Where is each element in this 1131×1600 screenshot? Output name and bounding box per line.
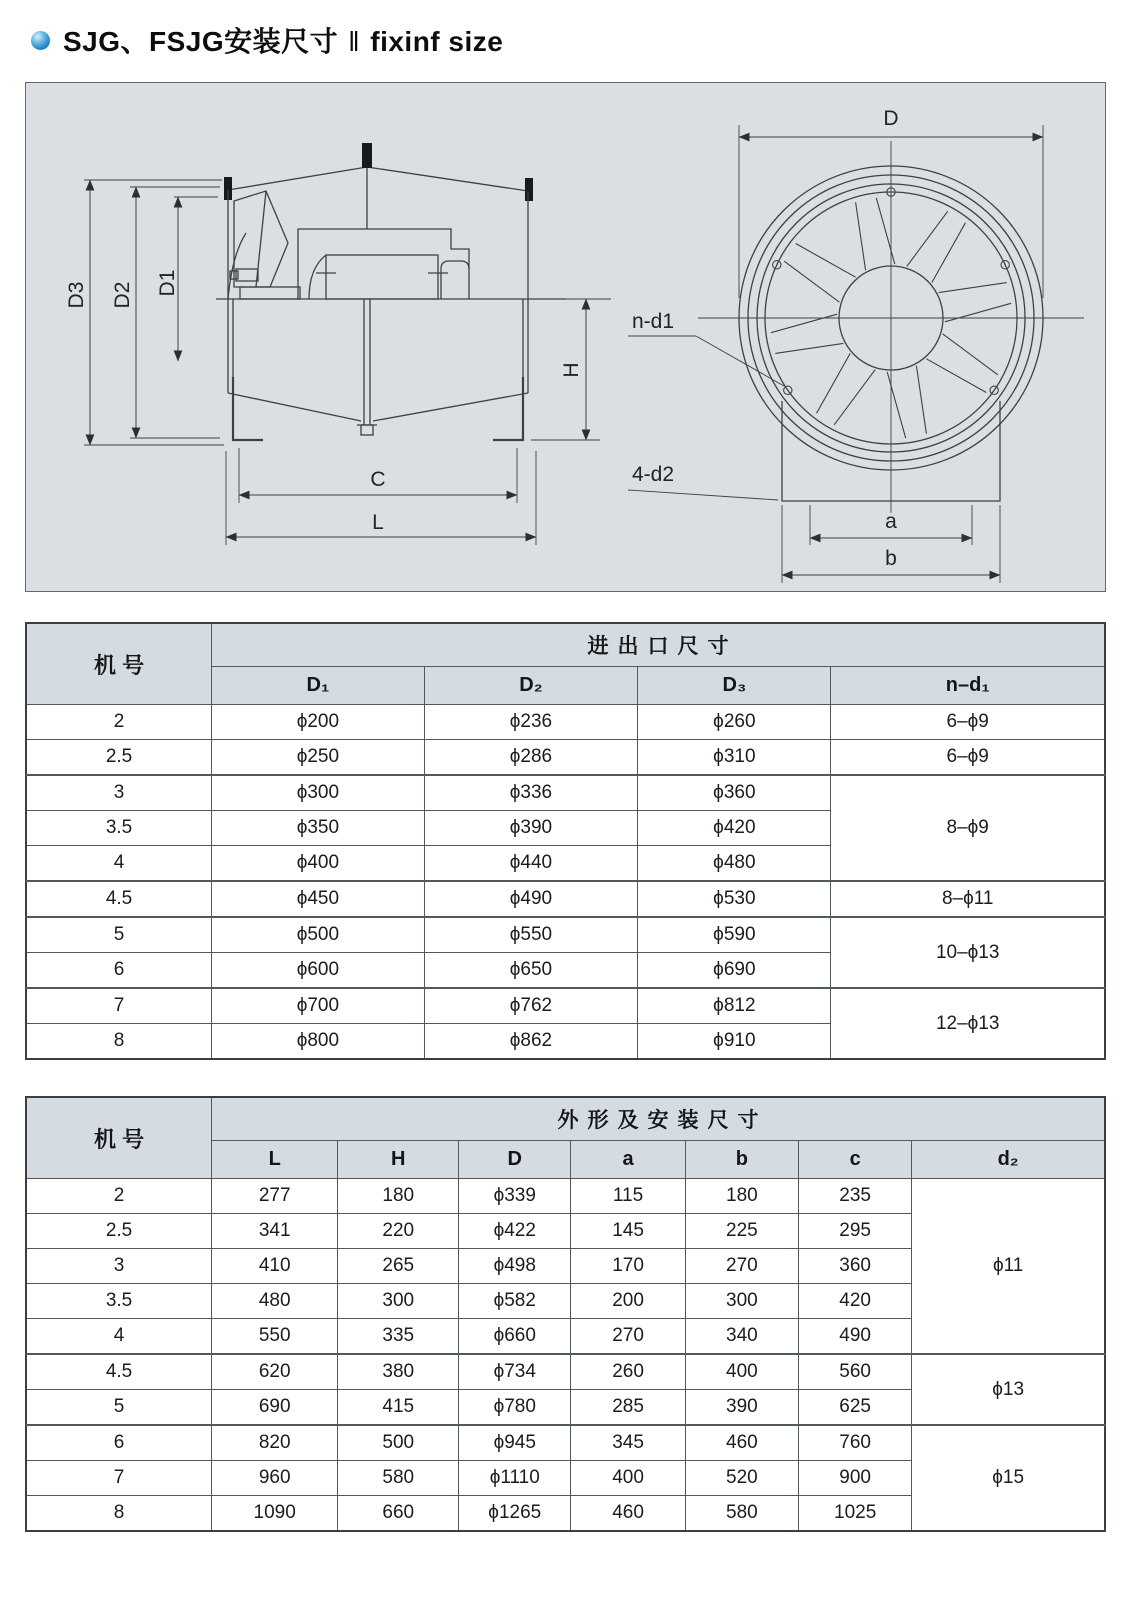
machine-no-cell: 7	[26, 1461, 212, 1496]
table-row	[26, 881, 1105, 917]
table-row	[26, 775, 1105, 811]
a-cell: 270	[571, 1319, 685, 1355]
col-header-d: D	[459, 1141, 571, 1179]
d-cell: ϕ498	[459, 1249, 571, 1284]
d2-cell: ϕ440	[424, 846, 638, 882]
d-cell: ϕ339	[459, 1179, 571, 1214]
h-cell: 265	[338, 1249, 459, 1284]
a-cell: 345	[571, 1425, 685, 1461]
table-row	[26, 705, 1105, 740]
d2-cell: ϕ762	[424, 988, 638, 1024]
b-cell: 580	[685, 1496, 798, 1532]
d1-cell: ϕ800	[212, 1024, 425, 1060]
table-row	[26, 1179, 1105, 1214]
l-cell: 550	[212, 1319, 338, 1355]
b-cell: 225	[685, 1214, 798, 1249]
d1-cell: ϕ350	[212, 811, 425, 846]
dim-label-d1: D1	[156, 269, 179, 297]
l-cell: 620	[212, 1354, 338, 1390]
machine-no-cell: 4	[26, 1319, 212, 1355]
machine-no-cell: 7	[26, 988, 212, 1024]
l-cell: 690	[212, 1390, 338, 1426]
d2-cell: ϕ390	[424, 811, 638, 846]
side-view-dimensions	[65, 180, 611, 545]
d-cell: ϕ734	[459, 1354, 571, 1390]
a-cell: 400	[571, 1461, 685, 1496]
blue-dot-icon	[31, 31, 50, 50]
d3-cell: ϕ420	[638, 811, 831, 846]
title-divider: ‖	[348, 26, 361, 57]
d1-cell: ϕ250	[212, 740, 425, 776]
d3-cell: ϕ480	[638, 846, 831, 882]
a-cell: 200	[571, 1284, 685, 1319]
a-cell: 285	[571, 1390, 685, 1426]
l-cell: 480	[212, 1284, 338, 1319]
page-title	[63, 20, 503, 60]
a-cell: 260	[571, 1354, 685, 1390]
machine-no-cell: 8	[26, 1024, 212, 1060]
dim-label-l: L	[372, 511, 384, 534]
d3-cell: ϕ690	[638, 953, 831, 989]
c-cell: 560	[799, 1354, 912, 1390]
h-cell: 500	[338, 1425, 459, 1461]
a-cell: 145	[571, 1214, 685, 1249]
d2-cell: ϕ490	[424, 881, 638, 917]
h-cell: 660	[338, 1496, 459, 1532]
d3-cell: ϕ590	[638, 917, 831, 953]
d1-cell: ϕ450	[212, 881, 425, 917]
machine-no-cell: 4.5	[26, 1354, 212, 1390]
machine-no-cell: 2	[26, 1179, 212, 1214]
machine-no-cell: 2.5	[26, 1214, 212, 1249]
col-header-d1: D₁	[212, 667, 425, 705]
d2-cell: ϕ286	[424, 740, 638, 776]
n-d1-cell: 12–ϕ13	[831, 988, 1105, 1059]
b-cell: 400	[685, 1354, 798, 1390]
h-cell: 580	[338, 1461, 459, 1496]
technical-drawing-panel	[25, 82, 1106, 592]
d-cell: ϕ945	[459, 1425, 571, 1461]
d3-cell: ϕ310	[638, 740, 831, 776]
d-cell: ϕ1265	[459, 1496, 571, 1532]
dim-label-c: C	[370, 468, 386, 491]
d3-cell: ϕ530	[638, 881, 831, 917]
h-cell: 300	[338, 1284, 459, 1319]
c-cell: 1025	[799, 1496, 912, 1532]
col-header-n-d1: n–d₁	[831, 667, 1105, 705]
d1-cell: ϕ200	[212, 705, 425, 740]
group-header-outline-install: 外形及安装尺寸	[212, 1097, 1105, 1141]
h-cell: 220	[338, 1214, 459, 1249]
machine-no-cell: 5	[26, 917, 212, 953]
l-cell: 1090	[212, 1496, 338, 1532]
machine-no-cell: 2.5	[26, 740, 212, 776]
page-title-zh: SJG、FSJG安装尺寸	[63, 26, 339, 57]
machine-no-cell: 8	[26, 1496, 212, 1532]
b-cell: 390	[685, 1390, 798, 1426]
b-cell: 340	[685, 1319, 798, 1355]
machine-no-cell: 3	[26, 1249, 212, 1284]
dim-label-n-d1: n-d1	[632, 310, 675, 333]
dim-label-h: H	[560, 362, 583, 378]
col-header-c: c	[799, 1141, 912, 1179]
machine-no-cell: 4	[26, 846, 212, 882]
machine-no-cell: 3.5	[26, 1284, 212, 1319]
a-cell: 115	[571, 1179, 685, 1214]
table-row	[26, 988, 1105, 1024]
table-row	[26, 917, 1105, 953]
l-cell: 410	[212, 1249, 338, 1284]
n-d1-cell: 6–ϕ9	[831, 740, 1105, 776]
d3-cell: ϕ360	[638, 775, 831, 811]
c-cell: 295	[799, 1214, 912, 1249]
h-cell: 415	[338, 1390, 459, 1426]
col-header-h: H	[338, 1141, 459, 1179]
d-cell: ϕ780	[459, 1390, 571, 1426]
dim-label-d2: D2	[111, 281, 134, 309]
d1-cell: ϕ400	[212, 846, 425, 882]
l-cell: 960	[212, 1461, 338, 1496]
h-cell: 180	[338, 1179, 459, 1214]
table-row	[26, 1354, 1105, 1390]
b-cell: 300	[685, 1284, 798, 1319]
dim-label-4-d2: 4-d2	[632, 463, 675, 486]
machine-no-cell: 5	[26, 1390, 212, 1426]
d3-cell: ϕ812	[638, 988, 831, 1024]
col-header-d2: D₂	[424, 667, 638, 705]
machine-no-cell: 2	[26, 705, 212, 740]
c-cell: 625	[799, 1390, 912, 1426]
col-header-a: a	[571, 1141, 685, 1179]
a-cell: 170	[571, 1249, 685, 1284]
d2-cell: ϕ336	[424, 775, 638, 811]
dim-label-d3: D3	[65, 281, 88, 309]
n-d1-cell: 6–ϕ9	[831, 705, 1105, 740]
outline-installation-dimensions-table	[25, 1096, 1106, 1532]
d3-cell: ϕ910	[638, 1024, 831, 1060]
d2-cell: ϕ13	[912, 1354, 1105, 1425]
d-cell: ϕ422	[459, 1214, 571, 1249]
l-cell: 341	[212, 1214, 338, 1249]
d-cell: ϕ582	[459, 1284, 571, 1319]
b-cell: 180	[685, 1179, 798, 1214]
c-cell: 760	[799, 1425, 912, 1461]
l-cell: 820	[212, 1425, 338, 1461]
d3-cell: ϕ260	[638, 705, 831, 740]
l-cell: 277	[212, 1179, 338, 1214]
a-cell: 460	[571, 1496, 685, 1532]
h-cell: 380	[338, 1354, 459, 1390]
machine-no-cell: 3	[26, 775, 212, 811]
col-header-d2: d₂	[912, 1141, 1105, 1179]
d1-cell: ϕ700	[212, 988, 425, 1024]
d-cell: ϕ660	[459, 1319, 571, 1355]
section-title-bar	[31, 20, 1106, 60]
machine-no-cell: 6	[26, 1425, 212, 1461]
machine-no-cell: 6	[26, 953, 212, 989]
dim-label-b: b	[885, 547, 897, 570]
d2-cell: ϕ550	[424, 917, 638, 953]
n-d1-cell: 10–ϕ13	[831, 917, 1105, 988]
h-cell: 335	[338, 1319, 459, 1355]
n-d1-cell: 8–ϕ9	[831, 775, 1105, 881]
d2-cell: ϕ15	[912, 1425, 1105, 1531]
fan-dimension-drawing	[26, 83, 1105, 589]
c-cell: 900	[799, 1461, 912, 1496]
inlet-outlet-dimensions-table	[25, 622, 1106, 1060]
d2-cell: ϕ650	[424, 953, 638, 989]
machine-no-cell: 4.5	[26, 881, 212, 917]
front-view-drawing	[698, 141, 1084, 513]
b-cell: 460	[685, 1425, 798, 1461]
dim-label-d: D	[883, 107, 899, 130]
c-cell: 490	[799, 1319, 912, 1355]
c-cell: 420	[799, 1284, 912, 1319]
d2-cell: ϕ862	[424, 1024, 638, 1060]
b-cell: 520	[685, 1461, 798, 1496]
d1-cell: ϕ500	[212, 917, 425, 953]
group-header-inlet-outlet: 进出口尺寸	[212, 623, 1105, 667]
table-row	[26, 740, 1105, 776]
d1-cell: ϕ600	[212, 953, 425, 989]
dim-label-a: a	[885, 510, 897, 533]
n-d1-cell: 8–ϕ11	[831, 881, 1105, 917]
d2-cell: ϕ11	[912, 1179, 1105, 1355]
d2-cell: ϕ236	[424, 705, 638, 740]
col-header-d3: D₃	[638, 667, 831, 705]
d1-cell: ϕ300	[212, 775, 425, 811]
corner-header-machine-no: 机 号	[26, 623, 212, 705]
side-view-drawing	[216, 143, 566, 440]
c-cell: 360	[799, 1249, 912, 1284]
table-row	[26, 1425, 1105, 1461]
d-cell: ϕ1110	[459, 1461, 571, 1496]
col-header-l: L	[212, 1141, 338, 1179]
page-title-en: fixinf size	[370, 26, 504, 57]
machine-no-cell: 3.5	[26, 811, 212, 846]
corner-header-machine-no: 机 号	[26, 1097, 212, 1179]
c-cell: 235	[799, 1179, 912, 1214]
col-header-b: b	[685, 1141, 798, 1179]
b-cell: 270	[685, 1249, 798, 1284]
